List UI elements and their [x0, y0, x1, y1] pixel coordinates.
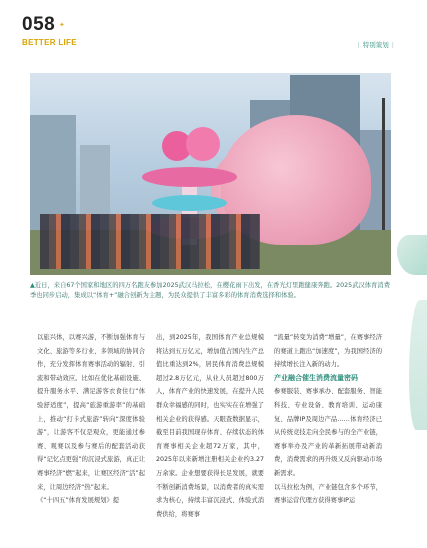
feature-photo — [30, 73, 391, 275]
photo-disc — [142, 167, 237, 187]
article-column-3 — [274, 331, 382, 508]
photo-disc — [152, 195, 227, 211]
page-number: 058 — [22, 14, 56, 35]
section-subheading: 产业融合催生消费流量密码 — [274, 373, 358, 382]
divider-icon: | — [357, 41, 360, 49]
section-title: 特别策划 — [362, 41, 389, 49]
divider-icon: | — [391, 41, 394, 49]
star-icon: ✦ — [59, 21, 65, 29]
photo-lamp — [382, 98, 385, 248]
article-column-2: 出，到2025年，我国体育产业总规模将达到五万亿元，增加值占国内生产总值比重达到2%，居民体育消费总规模超过2.8万亿元，从业人员超过800万人，体育产业的快速发展，在提升人民群众幸福感的同时，也实实在在增强了相关企业的获得感。天眼查数据显示，截至目前我国现存体育、存续状态的体育赛事相关企业超72万家，其中，2025年以来新增注册相关企业约3.27万余家。企业想要获得长足发展，就要不断创新消费场景，以消费者的真实需求为核心，持续丰富沉浸式、体验式消费供给，将赛事 — [156, 334, 264, 518]
photo-caption — [30, 281, 390, 301]
triangle-icon: ▲ — [30, 282, 35, 289]
section-label — [355, 40, 397, 49]
column-3-bottom: 参赛服装、赛事承办、配套服务、智能科技、专业设备、教育培训、运动康复、品牌IP及周边产品……体育经济已从传统竞技走向全民参与的全产业链，赛事举办及产业的革新拓展带动新消费，消费需求的再升级又反向驱动市场新需求。 以马拉松为例，产业链包含多个环节，赛事运营代理方获得赛事IP运 — [274, 388, 382, 505]
caption-text: 近日，来自67个国家和地区的四万名跑友参加2025武汉马拉松，在樱花雨下出发，在香光灯里跑健康奔跑。2025武汉体育消费季也同步启动，集成以“体育+”融合创新为主题，为民众提供了丰富多彩的体育消费选择和体验。 — [30, 282, 390, 300]
brand-label: BETTER LIFE — [22, 38, 77, 47]
column-3-top: “流量”转变为消费“增量”，在赛事经济的赛道上跑出“加速度”，为我国经济的持续增长注入新的动力。 — [274, 334, 382, 369]
decorative-leaf — [397, 235, 427, 275]
photo-crowd — [40, 214, 260, 269]
photo-heart — [186, 127, 220, 161]
article-column-1: 以旅兴体，以赛兴游，不断加强体育与文化、旅游等多行业、多领域的协同合作，充分发挥体育赛事活动的辐射、引流和带动效应。比如在优化基础设施、提升服务水平、满足游客衣食住行“体验舒适度”，提高“旅游重游率”的基础上，推动“打卡式旅游”转向“深度体验游”，让游客不仅是观众，更能通过参赛、观赛以及参与赛后的配套活动获得“记忆点更强”的沉浸式旅游，真正让赛事经济“燃”起来，让赛区经济“活”起来，让周边经济“热”起来。 《“十四五”体育发展规划》提 — [37, 334, 145, 505]
decorative-leaf — [409, 300, 427, 430]
